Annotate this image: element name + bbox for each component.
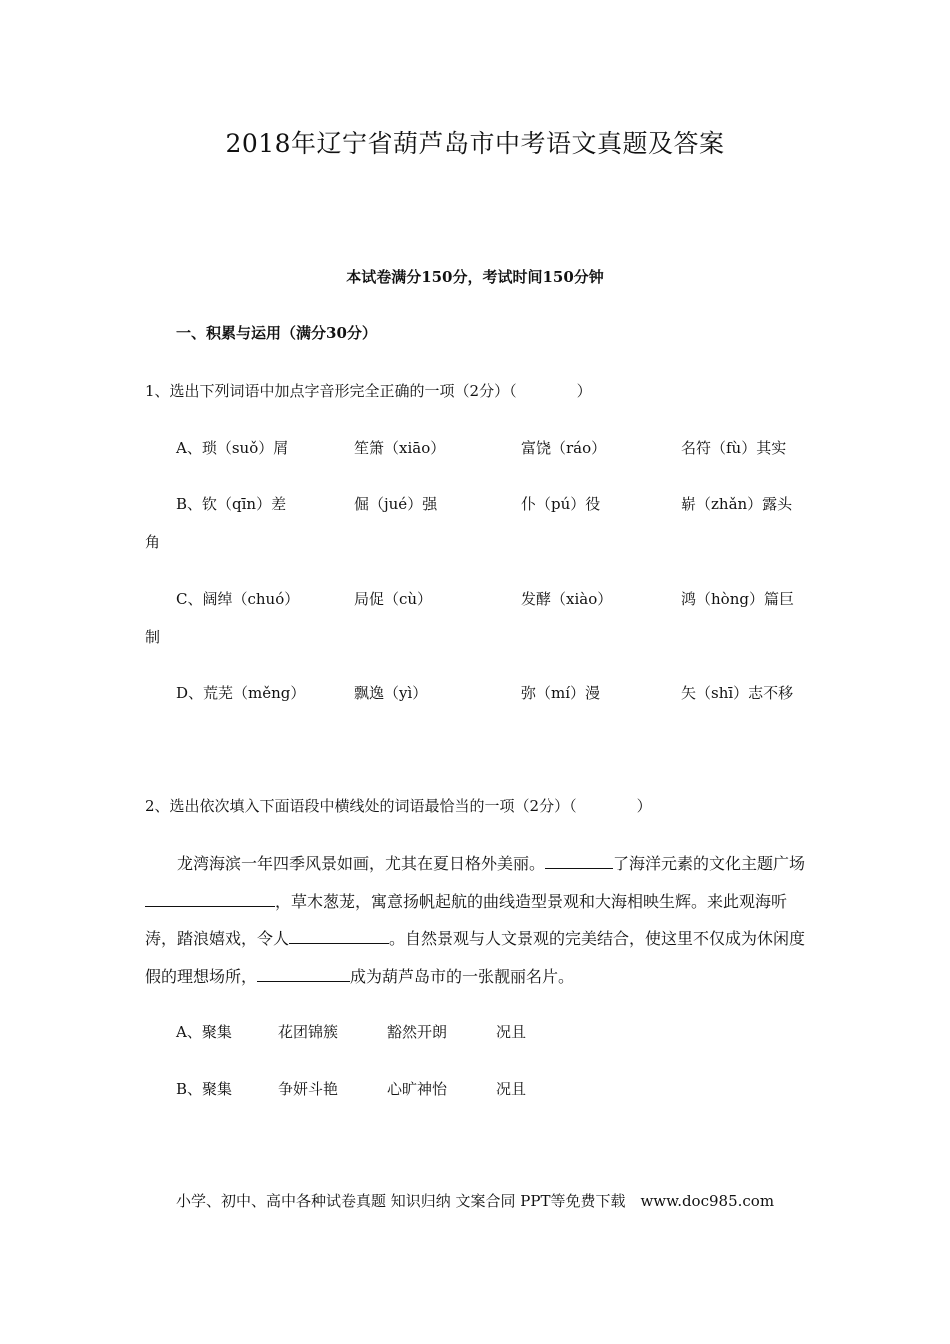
- q1-option-c-word3: 发酵（xiào）: [521, 590, 613, 608]
- q1-option-b-word3: 仆（pú）役: [521, 495, 601, 513]
- q1-option-c-word1: C、阔绰（chuó）: [176, 590, 300, 608]
- q1-option-d-word3: 弥（mí）漫: [521, 684, 601, 702]
- q1-option-c-wrap: 制: [145, 628, 161, 646]
- q2-option-b-word2: 争妍斗艳: [278, 1080, 339, 1098]
- passage-part-3: ，草木葱茏，寓意扬帆起航的曲线造型景观和大海相映生辉。来此观海听涛，踏浪嬉戏，令人: [145, 891, 788, 948]
- q1-option-b-word2: 倔（jué）强: [354, 495, 438, 513]
- q1-option-a-word3: 富饶（ráo）: [521, 439, 607, 457]
- passage-part-1: 龙湾海滨一年四季风景如画，尤其在夏日格外美丽。: [177, 854, 546, 873]
- question-2-stem: 2、选出依次填入下面语段中横线处的词语最恰当的一项（2分）（ ）: [145, 797, 652, 815]
- q1-option-a-word4: 名符（fù）其实: [681, 439, 787, 457]
- passage-part-2: 了海洋元素的文化主题广场: [613, 854, 806, 873]
- q2-option-b-label: B、聚集: [176, 1080, 233, 1098]
- q2-option-b-word4: 况且: [496, 1080, 527, 1098]
- q1-option-c-word4: 鸿（hòng）篇巨: [681, 590, 794, 608]
- question-1-stem: 1、选出下列词语中加点字音形完全正确的一项（2分）（ ）: [145, 382, 592, 400]
- page-footer: 小学、初中、高中各种试卷真题 知识归纳 文案合同 PPT等免费下载 www.doc985.com: [175, 1192, 775, 1210]
- q2-option-a-word2: 花团锦簇: [278, 1023, 339, 1041]
- fill-blank-2: [145, 892, 275, 907]
- q2-option-b-word3: 心旷神怡: [387, 1080, 448, 1098]
- section-heading: 一、积累与运用（满分30分）: [176, 324, 377, 342]
- exam-info: 本试卷满分150分，考试时间150分钟: [346, 268, 604, 286]
- q1-option-a-word1: A、琐（suǒ）屑: [176, 439, 289, 457]
- q2-passage: [145, 845, 815, 995]
- page-title: 2018年辽宁省葫芦岛市中考语文真题及答案: [225, 129, 725, 158]
- q2-option-a-label: A、聚集: [176, 1023, 232, 1041]
- fill-blank-3: [289, 929, 389, 944]
- q1-option-c-word2: 局促（cù）: [354, 590, 433, 608]
- q1-option-d-word2: 飘逸（yì）: [354, 684, 428, 702]
- fill-blank-1: [545, 854, 613, 869]
- fill-blank-4: [257, 967, 350, 982]
- q1-option-d-word1: D、荒芜（měng）: [176, 684, 306, 702]
- q2-option-a-word3: 豁然开朗: [387, 1023, 448, 1041]
- q1-option-d-word4: 矢（shī）志不移: [681, 684, 794, 702]
- passage-part-5: 成为葫芦岛市的一张靓丽名片。: [350, 966, 575, 986]
- q1-option-b-word1: B、钦（qīn）差: [176, 495, 287, 513]
- q1-option-b-wrap: 角: [145, 533, 161, 551]
- q1-option-a-word2: 笙箫（xiāo）: [354, 439, 446, 457]
- q2-option-a-word4: 况且: [496, 1023, 527, 1041]
- q1-option-b-word4: 崭（zhǎn）露头: [681, 495, 793, 513]
- passage-part-4: 。自然景观与人文景观的完美结合，使这里不仅成为休闲度假的理想场所，: [145, 929, 806, 986]
